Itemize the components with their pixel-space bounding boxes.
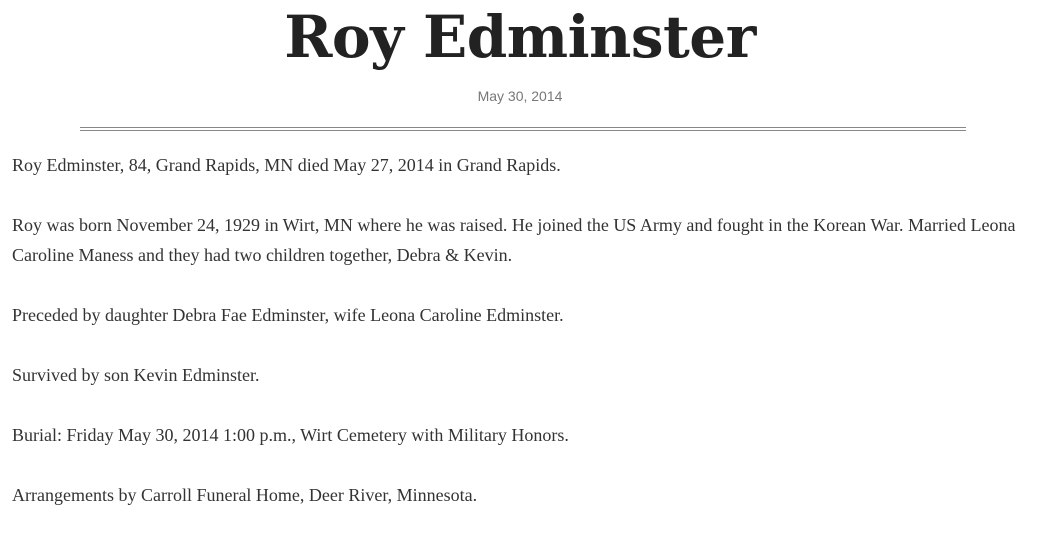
publish-date: May 30, 2014 [477,88,563,104]
page-title: Roy Edminster [284,3,756,71]
paragraph-biography: Roy was born November 24, 1929 in Wirt, MN where he was raised. He joined the US Army and fought in the Korean War. Married Leona Caroline Maness and they had two children together, Debra & Kevin. [12,215,1016,265]
paragraph-arrangements: Arrangements by Carroll Funeral Home, Deer River, Minnesota. [12,485,478,505]
paragraph-burial: Burial: Friday May 30, 2014 1:00 p.m., Wirt Cemetery with Military Honors. [12,425,569,445]
paragraph-survived-by: Survived by son Kevin Edminster. [12,365,260,385]
article-header [0,0,1040,106]
article-body [12,150,1036,540]
paragraph-preceded-by: Preceded by daughter Debra Fae Edminster, wife Leona Caroline Edminster. [12,305,564,325]
header-divider [80,127,966,131]
paragraph-death-notice: Roy Edminster, 84, Grand Rapids, MN died May 27, 2014 in Grand Rapids. [12,155,561,175]
